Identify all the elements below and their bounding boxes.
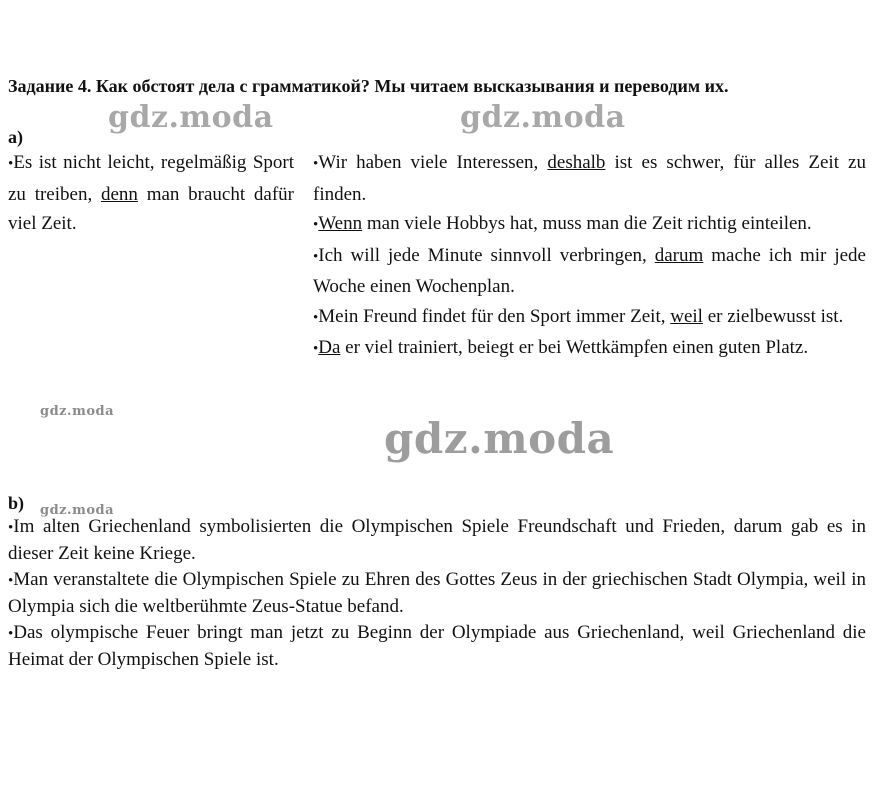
bullet: • — [8, 573, 14, 589]
section-a-right-column — [313, 148, 866, 365]
section-b — [8, 514, 866, 673]
sentence-text: Wir haben viele Interessen, — [318, 152, 548, 173]
sentence-text: Man veranstaltete die Olympischen Spiele zu Ehren des Gottes Zeus in der griechischen Stadt Olympia, weil in Olympia sich die weltberühmte Zeus-Statue befand. — [8, 569, 866, 617]
bullet: • — [313, 156, 319, 172]
sentence-text: mache ich mir jede Woche einen Wochenplan. — [313, 244, 866, 297]
sentence-text: man viele Hobbys hat, muss man die Zeit richtig einteilen. — [362, 213, 812, 234]
conjunction: deshalb — [547, 152, 606, 173]
watermark: gdz.moda — [40, 404, 115, 419]
bullet: • — [313, 248, 319, 265]
conjunction: darum — [654, 244, 704, 266]
conjunction: denn — [100, 183, 138, 205]
conjunction: weil — [670, 305, 703, 327]
watermark: gdz.moda — [460, 100, 626, 135]
bullet: • — [313, 341, 319, 357]
sentence-text: Ich will jede Minute sinnvoll verbringen, — [318, 244, 655, 266]
sentence-text: Mein Freund findet für den Sport immer Zeit, — [318, 305, 671, 327]
watermark: gdz.moda — [108, 100, 274, 135]
sentence-text: man braucht dafür viel Zeit. — [8, 183, 294, 234]
conjunction: Wenn — [318, 213, 363, 234]
bullet: • — [313, 309, 319, 326]
bullet: • — [8, 520, 14, 536]
sentence-text: Das olympische Feuer bringt man jetzt zu Beginn der Olympiade aus Griechenland, weil Griechenland die Heimat der Olympischen Spiele ist. — [8, 622, 866, 670]
section-b-label: b) — [8, 493, 25, 513]
sentence-b-2 — [8, 567, 866, 620]
section-a-left-column — [8, 148, 294, 239]
conjunction: Da — [318, 337, 341, 358]
watermark: gdz.moda — [40, 503, 115, 518]
bullet: • — [313, 217, 319, 233]
bullet: • — [8, 156, 14, 172]
sentence-a-right-5 — [313, 333, 866, 365]
sentence-text: Es ist nicht leicht, regelmäßig Sport zu treiben, — [8, 152, 294, 205]
sentence-text: er viel trainiert, beiegt er bei Wettkämpfen einen guten Platz. — [340, 337, 809, 358]
sentence-text: Im alten Griechenland symbolisierten die Olympischen Spiele Freundschaft und Frieden, darum gab es in dieser Zeit keine Kriege. — [8, 516, 866, 564]
bullet: • — [8, 626, 14, 642]
sentence-text: ist es schwer, für alles Zeit zu finden. — [313, 152, 866, 205]
sentence-a-right-3 — [313, 241, 866, 302]
sentence-b-3 — [8, 620, 866, 673]
sentence-a-left — [8, 148, 294, 239]
sentence-b-1 — [8, 514, 866, 567]
watermark: gdz.moda — [384, 414, 615, 463]
sentence-a-right-2 — [313, 209, 866, 241]
sentence-a-right-4 — [313, 302, 866, 334]
task-title: Задание 4. Как обстоят дела с грамматикой? Мы читаем высказывания и переводим их. — [8, 76, 729, 96]
section-a-label: a) — [8, 127, 23, 147]
sentence-text: er zielbewusst ist. — [702, 305, 844, 327]
sentence-a-right-1 — [313, 148, 866, 209]
